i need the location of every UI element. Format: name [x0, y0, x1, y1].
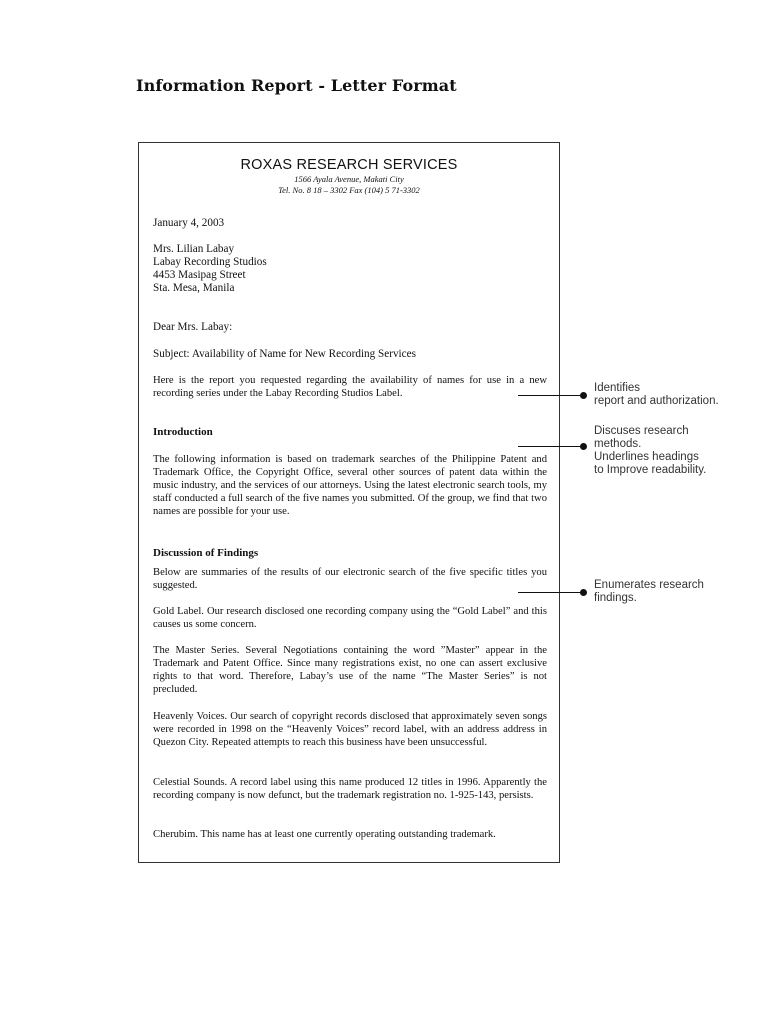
letter-document [138, 142, 560, 863]
finding-master-series: The Master Series. Several Negotiations containing the word ”Master” appear in the Trademark and Patent Office. Since many registrations exist, no one can assert exclusive rights to that word. Therefore, Labay’s use of the name “The Master Series” is not precluded. [153, 645, 547, 695]
letterhead-company: ROXAS RESEARCH SERVICES [240, 157, 458, 173]
salutation: Dear Mrs. Labay: [153, 321, 233, 333]
annotation-bullet [580, 589, 587, 596]
recipient-city: Sta. Mesa, Manila [153, 282, 235, 294]
annotation-research-findings: Enumerates research findings. [594, 579, 704, 604]
letter-date: January 4, 2003 [153, 217, 225, 229]
annotation-leader-line [518, 592, 584, 593]
recipient-company: Labay Recording Studios [153, 256, 267, 268]
introduction-paragraph: The following information is based on trademark searches of the Philippine Patent and Trademark Office, the Copyright Office, several other sources of patent data within the music industry, and the services of our attorneys. Using the latest electronic search tools, my staff conducted a full search of the five names you submitted. Of the group, we find that two names are possible for your use. [153, 454, 547, 517]
finding-gold-label: Gold Label. Our research disclosed one recording company using the “Gold Label” and this causes us some concern. [153, 606, 547, 630]
page-title: Information Report - Letter Format [136, 76, 457, 95]
letterhead-contact: Tel. No. 8 18 – 3302 Fax (104) 5 71-3302 [278, 185, 420, 195]
annotation-bullet [580, 392, 587, 399]
findings-heading: Discussion of Findings [153, 547, 259, 559]
annotation-report-authorization: Identifies report and authorization. [594, 382, 719, 407]
annotation-leader-line [518, 395, 584, 396]
finding-cherubim: Cherubim. This name has at least one currently operating outstanding trademark. [153, 829, 496, 840]
opening-paragraph: Here is the report you requested regarding the availability of names for use in a new recording series under the Labay Recording Studios Label. [153, 375, 547, 399]
annotation-research-methods: Discuses research methods. Underlines headings to Improve readability. [594, 425, 707, 476]
finding-heavenly-voices: Heavenly Voices. Our search of copyright records disclosed that approximately seven songs were recorded in 1998 on the “Heavenly Voices” record label, with an address address in Quezon City. Repeated attempts to reach this business have been unsuccessful. [153, 711, 547, 748]
recipient-name: Mrs. Lilian Labay [153, 243, 235, 255]
annotation-bullet [580, 443, 587, 450]
letterhead-address: 1566 Ayala Avenue, Makati City [294, 174, 404, 184]
recipient-street: 4453 Masipag Street [153, 269, 246, 281]
subject-line: Subject: Availability of Name for New Recording Services [153, 348, 416, 360]
finding-celestial-sounds: Celestial Sounds. A record label using this name produced 12 titles in 1996. Apparently the recording company is now defunct, but the trademark registration no. 1-925-143, persists. [153, 777, 547, 801]
introduction-heading: Introduction [153, 426, 213, 438]
annotation-leader-line [518, 446, 584, 447]
findings-intro-paragraph: Below are summaries of the results of our electronic search of the five specific titles you suggested. [153, 567, 547, 591]
